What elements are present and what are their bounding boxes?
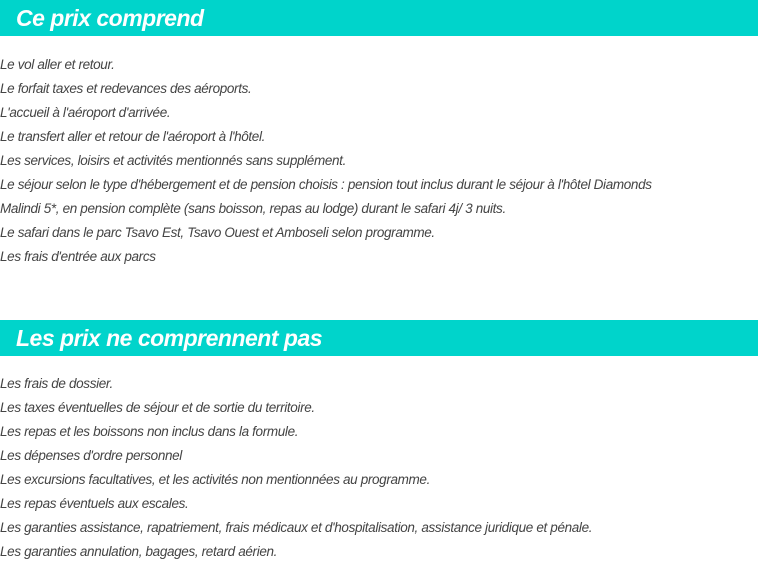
list-item: Les dépenses d'ordre personnel: [0, 448, 182, 463]
list-item: Les excursions facultatives, et les activités non mentionnées au programme.: [0, 472, 430, 487]
list-item: Les frais de dossier.: [0, 376, 113, 391]
included-list: [0, 53, 758, 269]
list-item: Le séjour selon le type d'hébergement et de pension choisis : pension tout inclus durant le séjour à l'hôtel Diamonds: [0, 177, 652, 192]
excluded-section: [0, 320, 758, 564]
list-item: Les garanties annulation, bagages, retard aérien.: [0, 544, 278, 559]
list-item: Les taxes éventuelles de séjour et de sortie du territoire.: [0, 400, 315, 415]
list-item: Le safari dans le parc Tsavo Est, Tsavo Ouest et Amboseli selon programme.: [0, 225, 435, 240]
included-heading: Ce prix comprend: [0, 0, 758, 36]
list-item: Malindi 5*, en pension complète (sans boisson, repas au lodge) durant le safari 4j/ 3 nuits.: [0, 201, 506, 216]
list-item: Les garanties assistance, rapatriement, frais médicaux et d'hospitalisation, assistance juridique et pénale.: [0, 520, 593, 535]
list-item: Le vol aller et retour.: [0, 57, 115, 72]
list-item: L'accueil à l'aéroport d'arrivée.: [0, 105, 171, 120]
list-item: Les frais d'entrée aux parcs: [0, 249, 156, 264]
list-item: Les repas éventuels aux escales.: [0, 496, 189, 511]
list-item: Les services, loisirs et activités mentionnés sans supplément.: [0, 153, 346, 168]
excluded-heading: Les prix ne comprennent pas: [0, 320, 758, 356]
excluded-list: [0, 372, 758, 564]
included-section: [0, 0, 758, 269]
list-item: Le transfert aller et retour de l'aéroport à l'hôtel.: [0, 129, 266, 144]
list-item: Les repas et les boissons non inclus dans la formule.: [0, 424, 299, 439]
list-item: Le forfait taxes et redevances des aéroports.: [0, 81, 252, 96]
